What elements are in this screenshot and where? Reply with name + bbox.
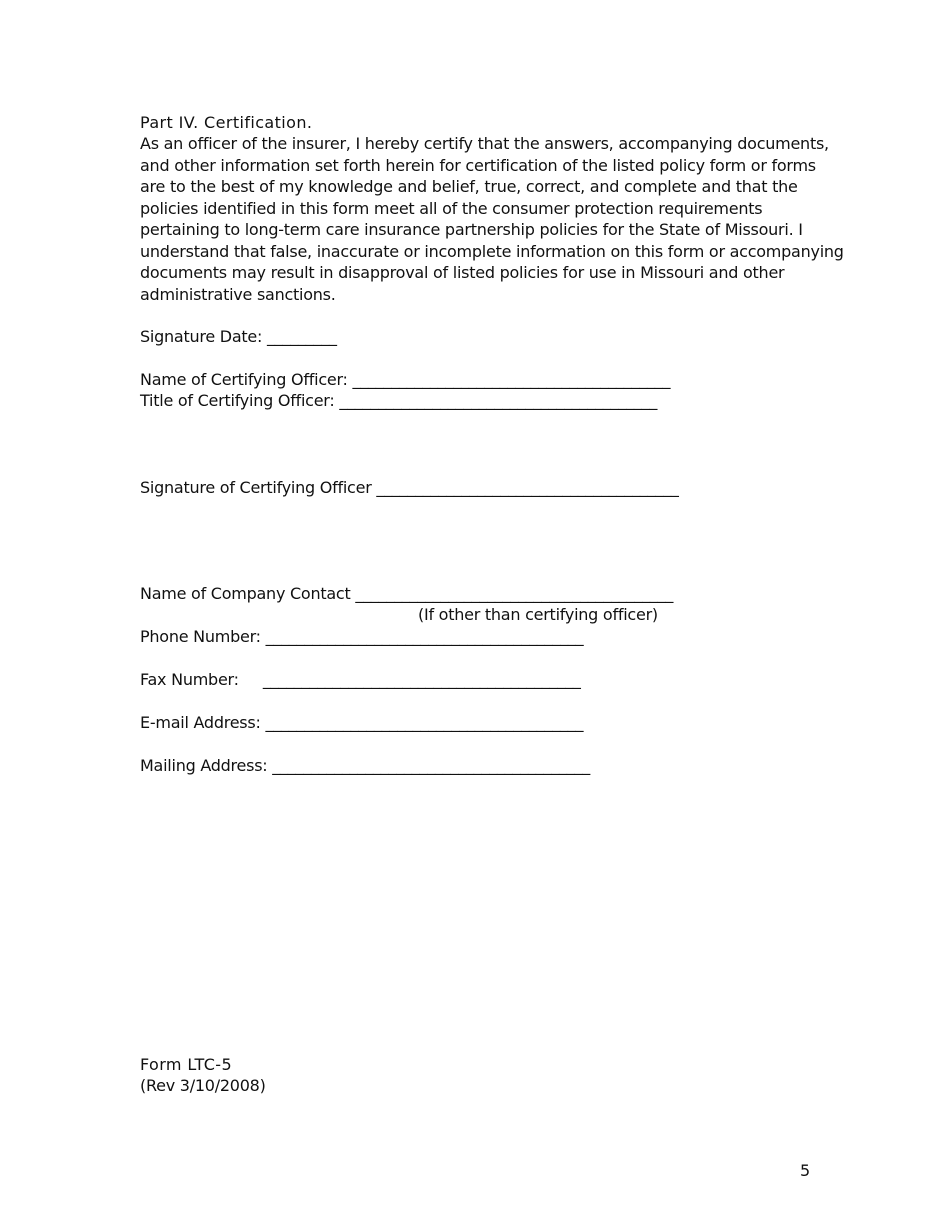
paragraph-line: As an officer of the insurer, I hereby certify that the answers, accompanying documents,	[140, 134, 829, 153]
signature-date-field: Signature Date: _________	[140, 327, 337, 346]
contact-note: (If other than certifying officer)	[418, 605, 658, 624]
officer-signature-field: Signature of Certifying Officer _______________________________________	[140, 478, 679, 497]
certification-paragraph	[140, 133, 844, 305]
officer-name-field: Name of Certifying Officer: _________________________________________	[140, 370, 671, 389]
paragraph-line: are to the best of my knowledge and belief, true, correct, and complete and that the	[140, 177, 798, 196]
paragraph-line: pertaining to long-term care insurance partnership policies for the State of Missouri. I	[140, 220, 803, 239]
paragraph-line: policies identified in this form meet all of the consumer protection requirements	[140, 198, 763, 218]
fax-number-field: Fax Number: _________________________________________	[140, 670, 581, 689]
email-address-field: E-mail Address: _________________________________________	[140, 713, 584, 732]
page-number: 5	[800, 1161, 811, 1180]
phone-number-field: Phone Number: _________________________________________	[140, 627, 584, 646]
section-heading: Part IV. Certification.	[140, 113, 313, 132]
paragraph-line: documents may result in disapproval of listed policies for use in Missouri and other	[140, 263, 785, 282]
officer-title-field: Title of Certifying Officer: _________________________________________	[140, 391, 658, 410]
paragraph-line: and other information set forth herein for certification of the listed policy form or forms	[140, 155, 816, 175]
paragraph-line: understand that false, inaccurate or incomplete information on this form or accompanying	[140, 241, 844, 261]
mailing-address-field: Mailing Address: _________________________________________	[140, 756, 591, 775]
paragraph-line: administrative sanctions.	[140, 284, 336, 304]
company-contact-field: Name of Company Contact _________________________________________	[140, 584, 674, 603]
form-revision: (Rev 3/10/2008)	[140, 1076, 266, 1095]
form-id: Form LTC-5	[140, 1055, 233, 1074]
